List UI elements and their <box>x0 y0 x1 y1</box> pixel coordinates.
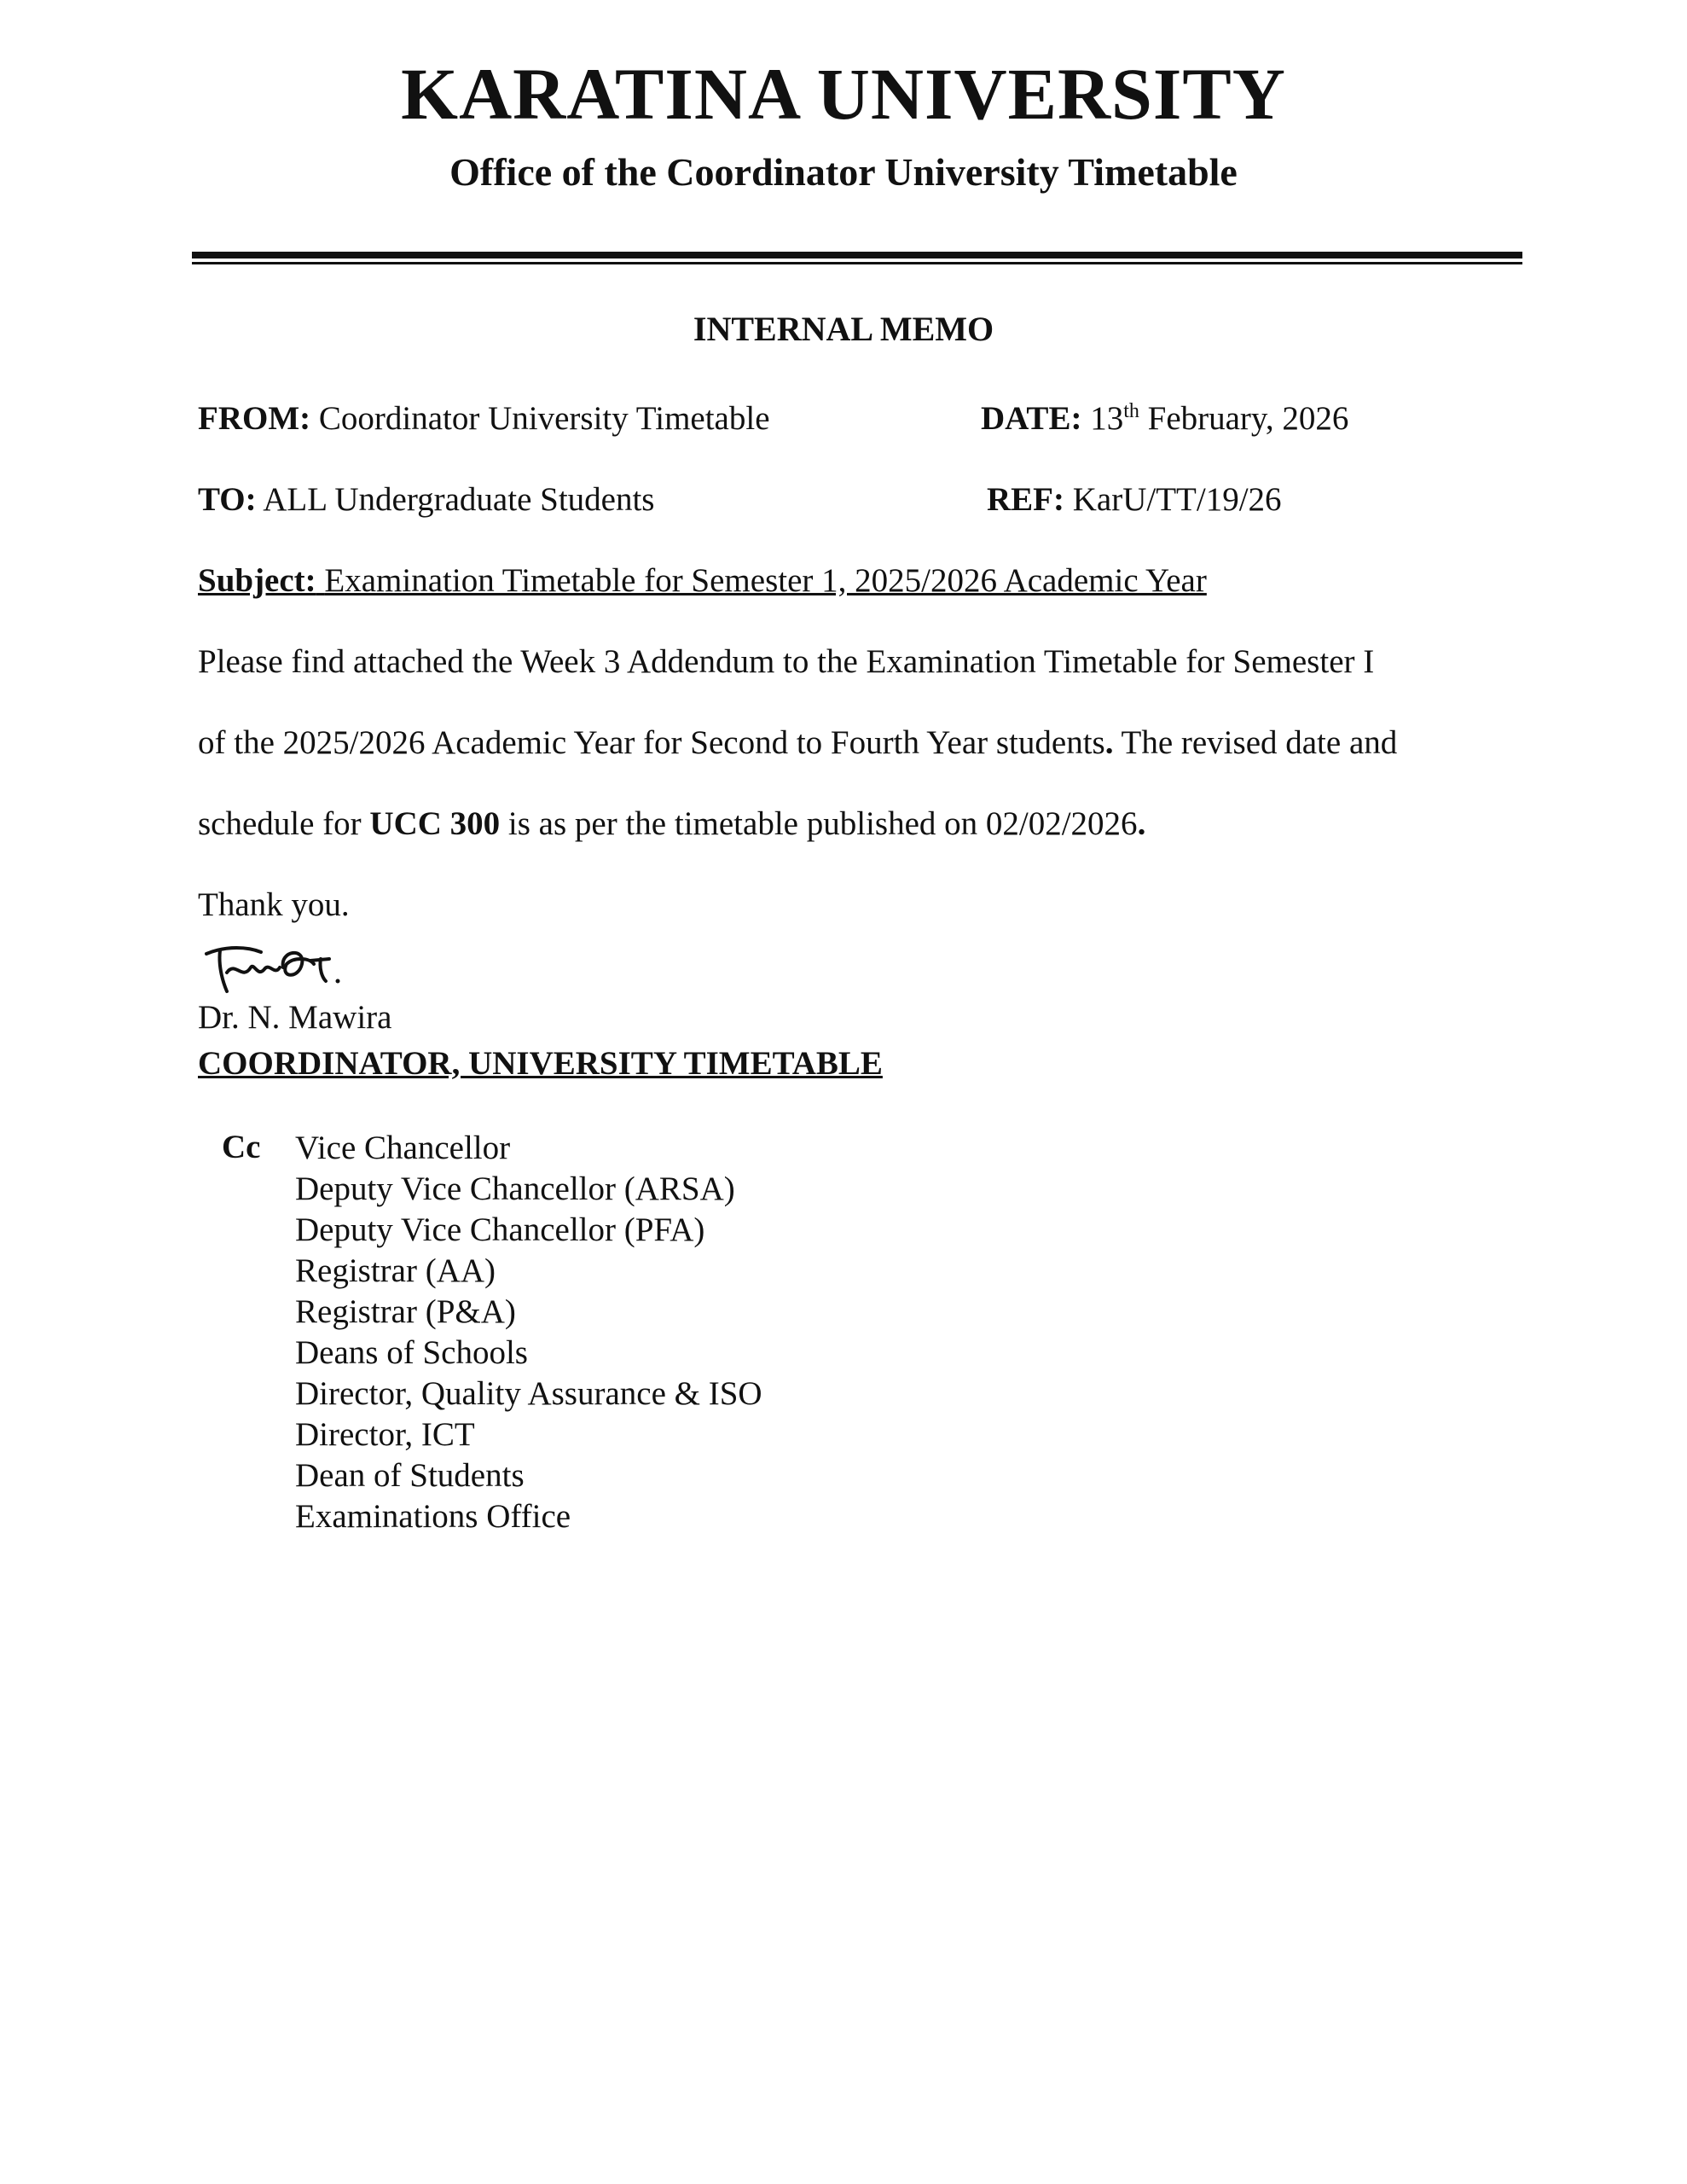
subject-label: Subject: <box>198 562 316 599</box>
cc-recipient: Director, ICT <box>295 1416 475 1453</box>
closing-text: Thank you. <box>198 886 350 923</box>
to-line <box>198 480 654 519</box>
memo-title: INTERNAL MEMO <box>693 310 994 348</box>
date-line <box>981 399 1348 438</box>
body-line-3-period: . <box>1137 805 1146 842</box>
body-line-2 <box>198 723 1397 762</box>
subject-line <box>198 561 1207 600</box>
signatory-name: Dr. N. Mawira <box>198 999 392 1036</box>
from-value: Coordinator University Timetable <box>318 400 770 437</box>
date-suffix: th <box>1123 400 1139 422</box>
signature-image <box>201 938 346 998</box>
date-rest: February, 2026 <box>1147 400 1349 437</box>
from-line <box>198 399 770 438</box>
ref-value: KarU/TT/19/26 <box>1072 481 1282 518</box>
body-line-3-rest: is as per the timetable published on 02/02/2026 <box>500 805 1138 842</box>
to-label: TO: <box>198 481 257 518</box>
cc-recipient: Registrar (AA) <box>295 1252 496 1289</box>
cc-recipient: Examinations Office <box>295 1498 571 1535</box>
body-line-1: Please find attached the Week 3 Addendum to the Examination Timetable for Semester I <box>198 643 1375 680</box>
course-code: UCC 300 <box>369 805 501 842</box>
cc-recipient: Dean of Students <box>295 1457 525 1494</box>
cc-recipient: Vice Chancellor <box>295 1130 511 1166</box>
university-name: KARATINA UNIVERSITY <box>401 53 1286 135</box>
date-day: 13 <box>1090 400 1124 437</box>
body-line-2-period: . <box>1104 724 1114 761</box>
cc-recipient: Deputy Vice Chancellor (PFA) <box>295 1211 705 1248</box>
cc-recipient: Registrar (P&A) <box>295 1293 516 1330</box>
subject-value: Examination Timetable for Semester 1, 2025/2026 Academic Year <box>324 562 1207 599</box>
office-title: Office of the Coordinator University Timetable <box>449 150 1238 194</box>
body-line-2-rest: The revised date and <box>1113 724 1398 761</box>
cc-recipient: Director, Quality Assurance & ISO <box>295 1375 762 1412</box>
to-value: ALL Undergraduate Students <box>263 481 655 518</box>
body-line-2-text: of the 2025/2026 Academic Year for Second to Fourth Year students <box>198 724 1105 761</box>
signatory-title: COORDINATOR, UNIVERSITY TIMETABLE <box>198 1045 883 1082</box>
ref-line <box>987 480 1282 519</box>
cc-list <box>295 1128 762 1537</box>
cc-recipient: Deans of Schools <box>295 1334 528 1371</box>
date-label: DATE: <box>981 400 1082 437</box>
header-divider-thick <box>192 252 1522 258</box>
cc-recipient: Deputy Vice Chancellor (ARSA) <box>295 1170 735 1207</box>
cc-label: Cc <box>222 1129 261 1165</box>
body-line-3 <box>198 804 1145 843</box>
ref-label: REF: <box>987 481 1064 518</box>
header-divider-thin <box>192 262 1522 264</box>
body-line-3-text: schedule for <box>198 805 370 842</box>
from-label: FROM: <box>198 400 311 437</box>
